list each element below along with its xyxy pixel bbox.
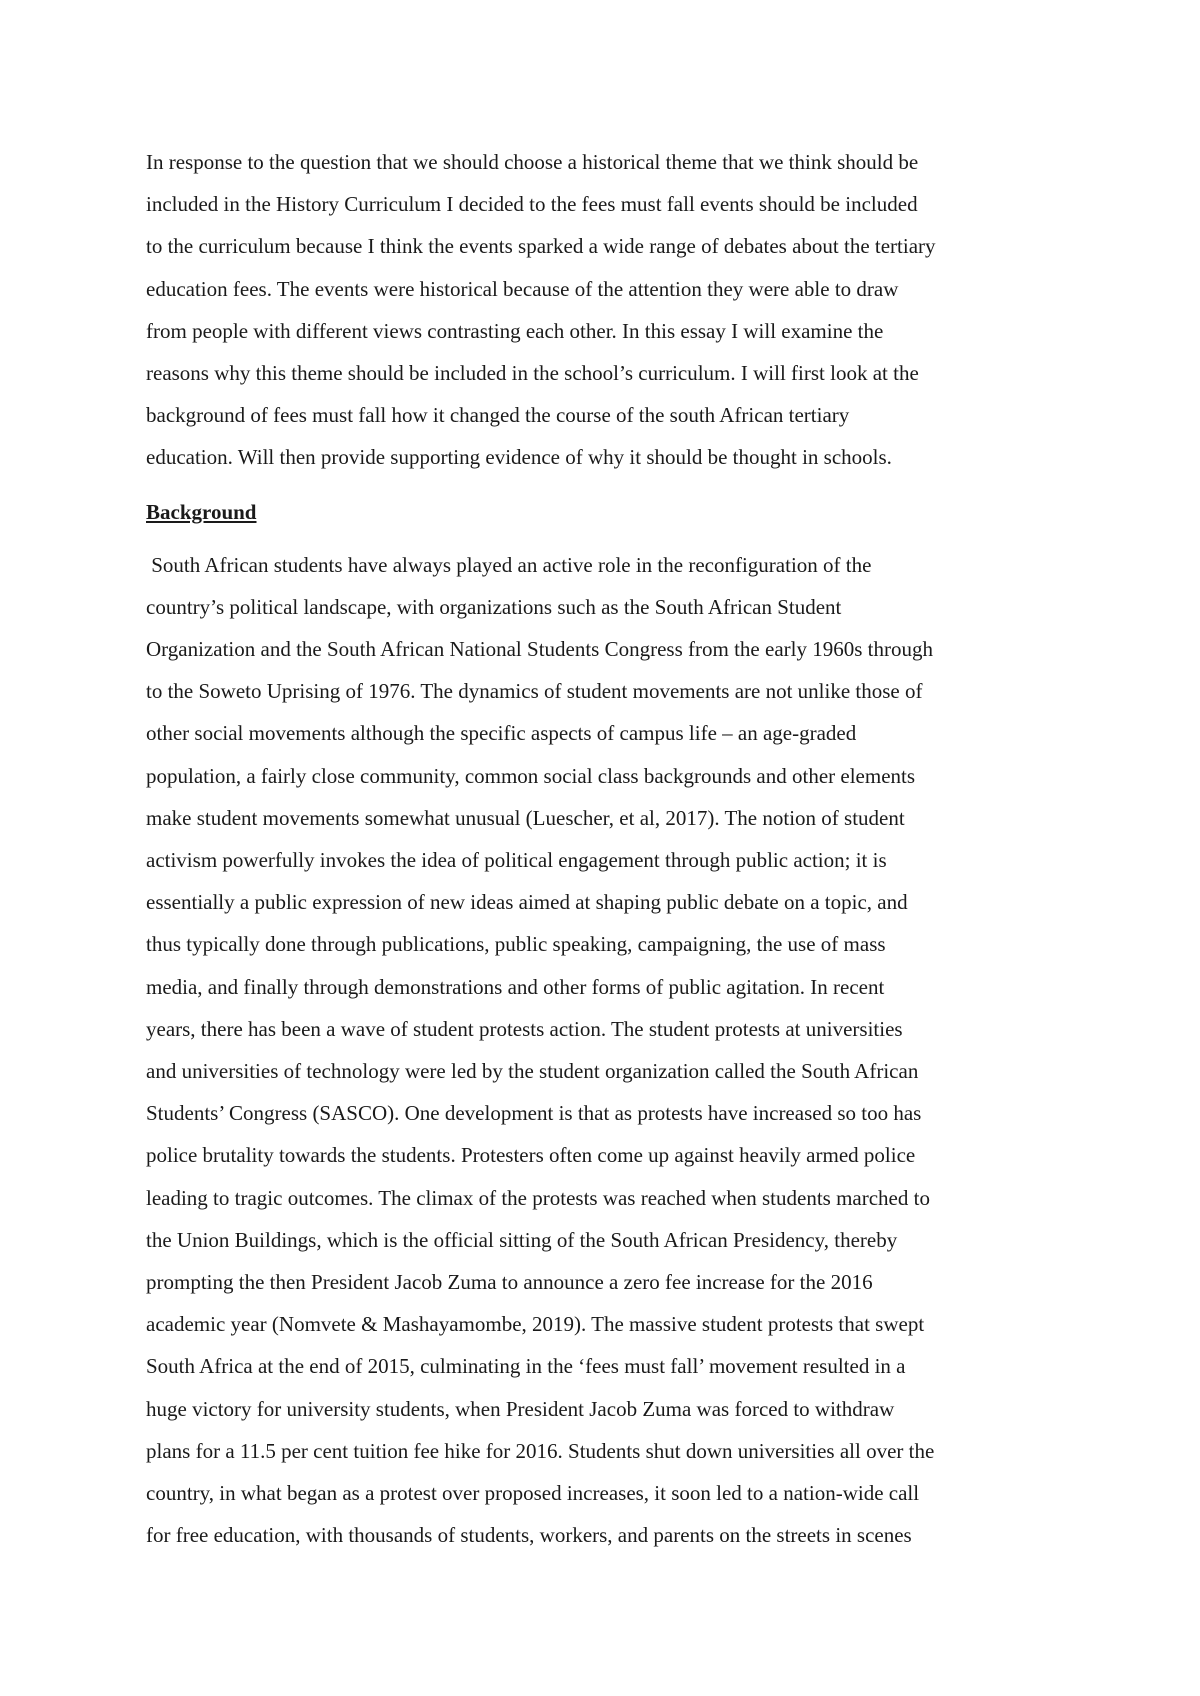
text-line: population, a fairly close community, common social class backgrounds and other elements	[146, 763, 916, 788]
text-line: activism powerfully invokes the idea of political engagement through public action; it is	[146, 848, 887, 873]
text-line: education. Will then provide supporting evidence of why it should be thought in schools.	[146, 445, 892, 470]
text-line: make student movements somewhat unusual (Luescher, et al, 2017). The notion of student	[146, 805, 905, 830]
text-line: In response to the question that we should choose a historical theme that we think should be	[146, 150, 919, 174]
text-line: police brutality towards the students. Protesters often come up against heavily armed police	[146, 1143, 916, 1168]
text-line: Students’ Congress (SASCO). One development is that as protests have increased so too has	[146, 1101, 922, 1126]
text-line: background of fees must fall how it changed the course of the south African tertiary	[146, 403, 850, 428]
text-line: country’s political landscape, with organizations such as the South African Student	[146, 594, 842, 619]
text-line: reasons why this theme should be included in the school’s curriculum. I will first look at the	[146, 361, 919, 386]
text-line: South African students have always played an active role in the reconfiguration of the	[146, 552, 872, 577]
text-line: academic year (Nomvete & Mashayamombe, 2019). The massive student protests that swept	[146, 1312, 925, 1337]
text-line: the Union Buildings, which is the official sitting of the South African Presidency, thereby	[146, 1227, 898, 1252]
text-line: and universities of technology were led by the student organization called the South African	[146, 1059, 919, 1084]
text-line: leading to tragic outcomes. The climax of the protests was reached when students marched to	[146, 1185, 930, 1210]
text-line: plans for a 11.5 per cent tuition fee hike for 2016. Students shut down universities all over the	[146, 1438, 935, 1463]
document-content	[146, 141, 1066, 1557]
text-line: thus typically done through publications, public speaking, campaigning, the use of mass	[146, 932, 886, 957]
intro-paragraph	[146, 141, 1066, 479]
text-line: prompting the then President Jacob Zuma to announce a zero fee increase for the 2016	[146, 1270, 873, 1295]
text-line: essentially a public expression of new ideas aimed at shaping public debate on a topic, and	[146, 890, 908, 915]
text-line: from people with different views contrasting each other. In this essay I will examine the	[146, 318, 884, 343]
text-line: to the curriculum because I think the events sparked a wide range of debates about the tertiary	[146, 234, 936, 259]
text-line: education fees. The events were historical because of the attention they were able to draw	[146, 276, 899, 301]
text-line: country, in what began as a protest over proposed increases, it soon led to a nation-wide call	[146, 1481, 920, 1506]
text-line: media, and finally through demonstrations and other forms of public agitation. In recent	[146, 974, 885, 999]
background-paragraph	[146, 544, 1066, 1557]
text-line: for free education, with thousands of students, workers, and parents on the streets in scenes	[146, 1523, 912, 1548]
text-line: huge victory for university students, when President Jacob Zuma was forced to withdraw	[146, 1396, 895, 1421]
text-line: included in the History Curriculum I decided to the fees must fall events should be included	[146, 192, 918, 217]
section-heading-background: Background	[146, 499, 257, 524]
text-line: other social movements although the specific aspects of campus life – an age-graded	[146, 721, 857, 746]
text-line: Organization and the South African National Students Congress from the early 1960s through	[146, 637, 933, 662]
text-line: South Africa at the end of 2015, culminating in the ‘fees must fall’ movement resulted in a	[146, 1354, 906, 1379]
text-line: to the Soweto Uprising of 1976. The dynamics of student movements are not unlike those of	[146, 679, 923, 704]
text-line: years, there has been a wave of student protests action. The student protests at universities	[146, 1016, 903, 1041]
